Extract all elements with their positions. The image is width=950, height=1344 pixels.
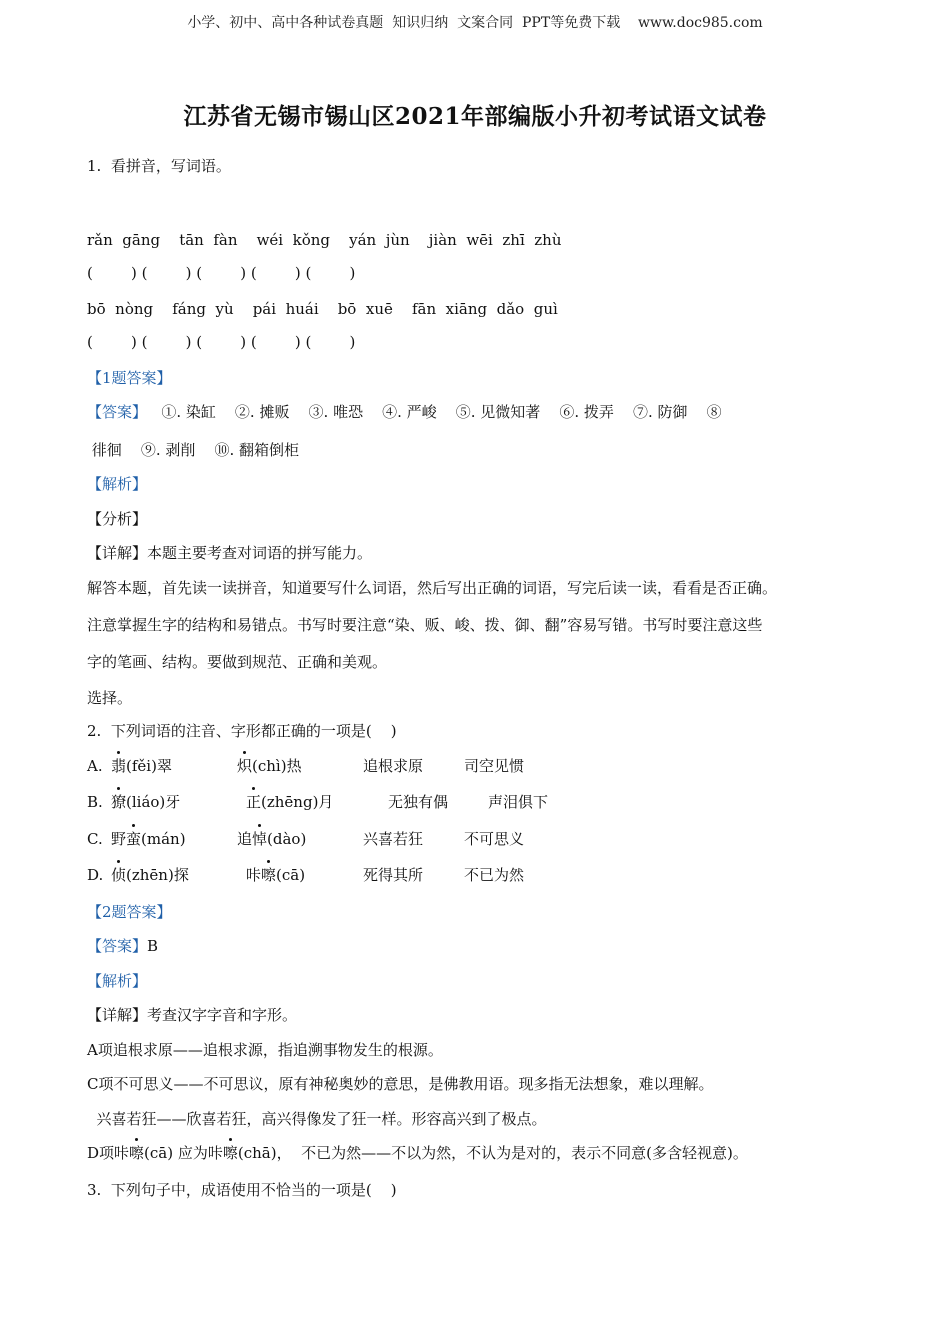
question-1-stem: 1. 看拼音，写词语。 [87,157,231,175]
q1-answer-tag: 【1题答案】 [87,369,172,387]
option-word-2: 追悼(dào) [237,830,307,848]
question-2-stem: 2. 下列词语的注音、字形都正确的一项是( ) [87,722,397,740]
option-word-4: 声泪俱下 [488,793,549,811]
emphasis-dot-char: 嚓 [261,866,277,884]
emphasis-dot-char: 正 [246,793,262,811]
option-label: A. [87,757,103,775]
question-3-stem: 3. 下列句子中，成语使用不恰当的一项是( ) [87,1181,397,1199]
option-word-3: 追根求原 [363,757,424,775]
q2-answer-value: B [147,937,159,955]
option-word-1: 野蛮(mán) [111,830,186,848]
blank-row-1: ( ) ( ) ( ) ( ) ( ) [87,264,356,282]
q2-detail: 【详解】考查汉字字音和字形。 [87,1006,298,1024]
emphasis-dot-char: 悼 [252,830,268,848]
q1-paragraph-3: 字的笔画、结构。要做到规范、正确和美观。 [87,653,388,671]
option-word-1: 獠(liáo)牙 [111,793,181,811]
option-b [87,792,787,812]
q2-answer-tag: 【2题答案】 [87,903,172,921]
pinyin-row-2: bō nòng fáng yù pái huái bō xuē fān xiāng dǎo guì [87,300,558,318]
option-word-4: 不已为然 [464,866,525,884]
emphasis-dot-char: 侦 [111,866,127,884]
q2-explanation-a: A项追根求原——追根求源，指追溯事物发生的根源。 [87,1041,443,1059]
option-word-2: 咔嚓(cā) [246,866,306,884]
option-c [87,829,787,849]
q1-paragraph-2: 注意掌握生字的结构和易错点。书写时要注意“染、贩、峻、拨、御、翻”容易写错。书写时要注意这些 [87,616,763,634]
emphasis-dot-char: 炽 [237,757,253,775]
option-word-1: 翡(fěi)翠 [111,757,172,775]
option-word-1: 侦(zhēn)探 [111,866,189,884]
option-word-4: 不可思义 [464,830,525,848]
emphasis-dot-char: 嚓 [129,1144,145,1162]
option-word-3: 无独有偶 [388,793,449,811]
q2-explanation-d: D项咔嚓(cā) 应为咔嚓(chā)， 不已为然——不以为然，不认为是对的，表示不同意(多含轻视意)。 [87,1144,748,1162]
site-header-banner: 小学、初中、高中各种试卷真题 知识归纳 文案合同 PPT等免费下载 www.doc985.com [187,15,763,31]
option-word-2: 正(zhēng)月 [246,793,334,811]
page-title: 江苏省无锡市锡山区2021年部编版小升初考试语文试卷 [183,103,767,130]
q1-analysis-tag: 【解析】 [87,475,148,493]
option-label: D. [87,866,104,884]
q1-detail: 【详解】本题主要考查对词语的拼写能力。 [87,544,373,562]
emphasis-dot-char: 翡 [111,757,127,775]
option-a [87,756,787,776]
q1-answer-items: ①. 染缸 ②. 摊贩 ③. 唯恐 ④. 严峻 ⑤. 见微知著 ⑥. 拨弄 ⑦. 防御 ⑧ [147,403,722,421]
q2-answer-label: 【答案】 [87,937,148,955]
q1-answer-line-2: 徘徊 ⑨. 剥削 ⑩. 翻箱倒柜 [87,441,299,459]
q2-analysis-tag: 【解析】 [87,972,148,990]
q1-paragraph-1: 解答本题，首先读一读拼音，知道要写什么词语，然后写出正确的词语，写完后读一读，看看是否正确。 [87,579,778,597]
emphasis-dot-char: 嚓 [222,1144,238,1162]
option-label: C. [87,830,103,848]
q1-answer-label: 【答案】 [87,403,148,421]
option-word-4: 司空见惯 [464,757,525,775]
q2-explanation-c: C项不可思义——不可思议，原有神秘奥妙的意思，是佛教用语。现多指无法想象，难以理解。 [87,1075,714,1093]
blank-row-2: ( ) ( ) ( ) ( ) ( ) [87,333,356,351]
option-label: B. [87,793,103,811]
q1-answer-line-1 [87,402,722,422]
q2-answer-line [87,936,158,956]
option-word-3: 兴喜若狂 [363,830,424,848]
q2-explanation-c2: 兴喜若狂——欣喜若狂，高兴得像发了狂一样。形容高兴到了极点。 [87,1110,547,1128]
emphasis-dot-char: 獠 [111,793,127,811]
option-d [87,865,787,885]
q1-paragraph-4: 选择。 [87,689,133,707]
option-word-3: 死得其所 [363,866,424,884]
q1-fenxi: 【分析】 [87,510,148,528]
emphasis-dot-char: 蛮 [126,830,142,848]
option-word-2: 炽(chì)热 [237,757,302,775]
pinyin-row-1: rǎn gāng tān fàn wéi kǒng yán jùn jiàn wēi zhī zhù [87,231,562,249]
